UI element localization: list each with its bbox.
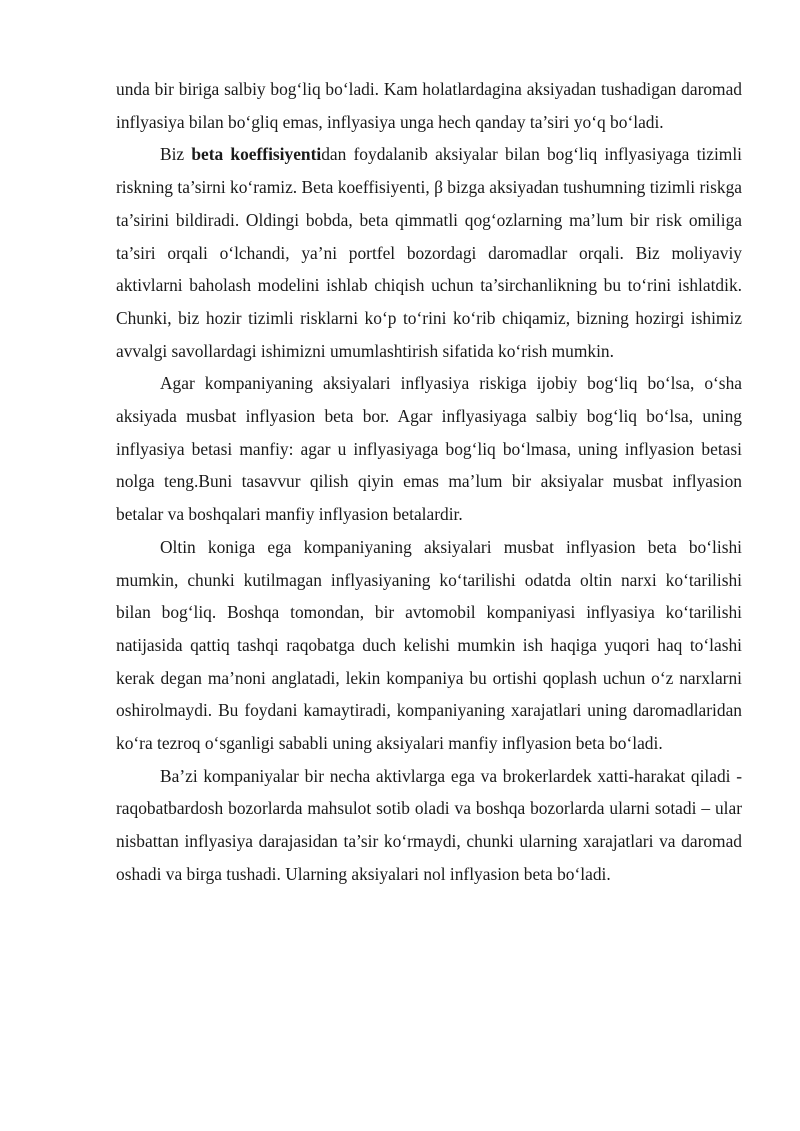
document-page [116,73,742,891]
paragraph-4 [116,531,742,760]
paragraph-3-text: Agar kompaniyaning aksiyalari inflyasiya riskiga ijobiy bog‘liq bo‘lsa, o‘sha aksiyada musbat inflyasion beta bor. Agar inflyasiyaga salbiy bog‘liq bo‘lsa, uning inflyasiya betasi manfiy: agar u inflyasiyaga bog‘liq bo‘lmasa, uning inflyasion betasi nolga teng.Buni tasavvur qilish qiyin emas ma’lum bir aksiyalar musbat inflyasion betalar va boshqalari manfiy inflyasion betalardir. [116,373,742,525]
paragraph-5-text: Ba’zi kompaniyalar bir necha aktivlarga ega va brokerlardek xatti-harakat qiladi - raqobatbardosh bozorlarda mahsulot sotib oladi va boshqa bozorlarda ularni sotadi – ular nisbattan inflyasiya darajasidan ta’sir ko‘rmaydi, chunki ularning xarajatlari va daromad oshadi va birga tushadi. Ularning aksiyalari nol inflyasion beta bo‘ladi. [116,765,742,884]
paragraph-1 [116,73,742,138]
bold-term-beta-koeffisiyenti: beta koeffisiyenti [191,144,322,165]
paragraph-3 [116,367,742,531]
paragraph-2-lead: Biz [160,144,192,165]
paragraph-5 [116,760,742,891]
paragraph-2 [116,138,742,367]
paragraph-1-text: unda bir biriga salbiy bog‘liq bo‘ladi. Kam holatlardagina aksiyadan tushadigan daromad inflyasiya bilan bo‘gliq emas, inflyasiya unga hech qanday ta’siri yo‘q bo‘ladi. [116,79,742,132]
paragraph-2-text: dan foydalanib aksiyalar bilan bog‘liq inflyasiyaga tizimli riskning ta’sirni ko‘ramiz. Beta koeffisiyenti, β bizga aksiyadan tushumning tizimli riskga ta’sirini bildiradi. Oldingi bobda, beta qimmatli qog‘ozlarning ma’lum bir risk omiliga ta’siri orqali o‘lchandi, ya’ni portfel bozordagi daromadlar orqali. Biz moliyaviy aktivlarni baholash modelini ishlab chiqish uchun ta’sirchanlikning bu to‘rini ishlatdik. Chunki, biz hozir tizimli risklarni ko‘p to‘rini ko‘rib chiqamiz, bizning hozirgi ishimiz avvalgi savollardagi ishimizni umumlashtirish sifatida ko‘rish mumkin. [116,144,742,361]
paragraph-4-text: Oltin koniga ega kompaniyaning aksiyalari musbat inflyasion beta bo‘lishi mumkin, chunki kutilmagan inflyasiyaning ko‘tarilishi odatda oltin narxi ko‘tarilishi bilan bog‘liq. Boshqa tomondan, bir avtomobil kompaniyasi inflyasiya ko‘tarilishi natijasida qattiq tashqi raqobatga duch kelishi mumkin ish haqiga yuqori haq to‘lashi kerak degan ma’noni anglatadi, lekin kompaniya bu ortishi qoplash uchun o‘z narxlarni oshirolmaydi. Bu foydani kamaytiradi, kompaniyaning xarajatlari uning daromadlaridan ko‘ra tezroq o‘sganligi sababli uning aksiyalari manfiy inflyasion beta bo‘ladi. [116,536,742,754]
